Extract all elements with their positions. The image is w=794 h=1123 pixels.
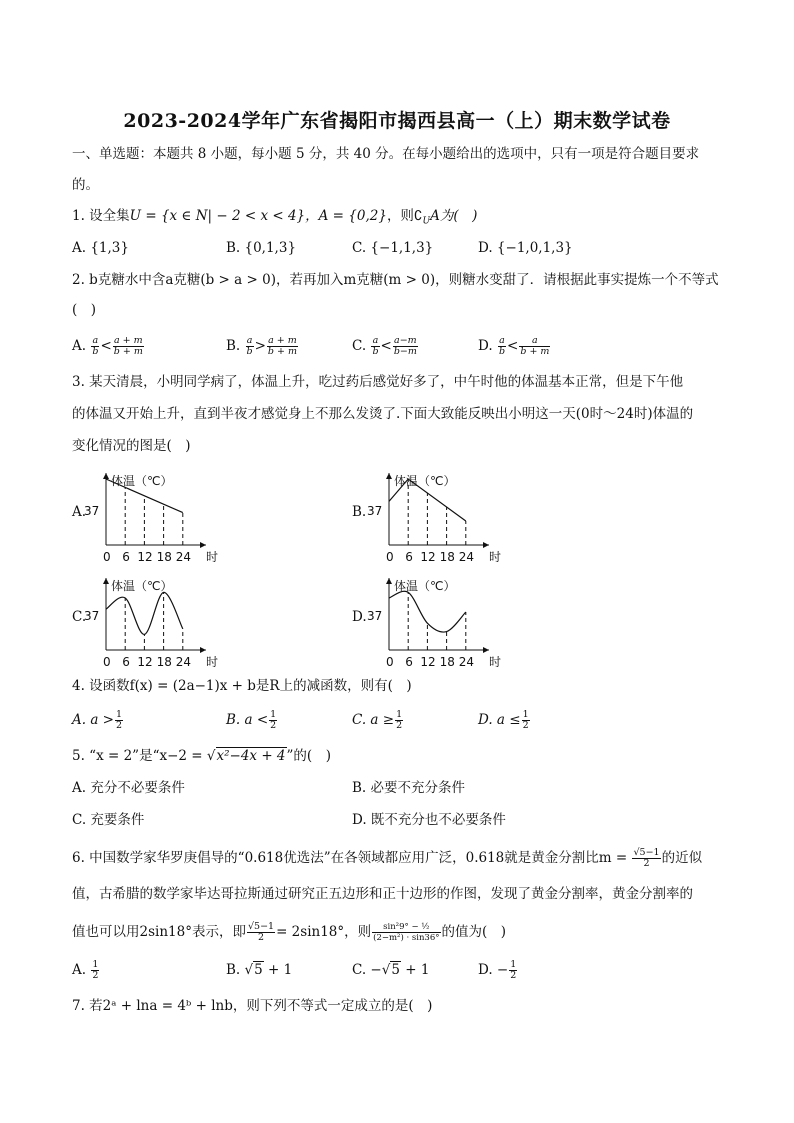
graph-a-y-label: 体温（℃） <box>111 474 173 488</box>
q6-d-frac: $\frac{1}{2}$ <box>510 959 517 981</box>
graph-d-tick-6: 6 <box>405 655 413 669</box>
page-title: 2023-2024学年广东省揭阳市揭西县高一（上）期末数学试卷 <box>123 110 671 132</box>
q4-a-prefix: A. a > <box>72 712 114 728</box>
graph-b-tick-6: 6 <box>405 550 413 564</box>
graph-b-y-label: 体温（℃） <box>394 474 456 488</box>
q5-stem-b: ”的( ) <box>286 748 331 764</box>
graph-d-y-label: 体温（℃） <box>394 579 456 593</box>
q6-b-rest: + 1 <box>268 962 293 978</box>
q4-c-prefix: C. a ≥ <box>352 712 395 728</box>
q2-d-frac1: $\frac{a}{b}$ <box>498 335 506 357</box>
graph-a-tick-12: 12 <box>137 550 153 564</box>
q4-option-c[interactable] <box>352 710 404 731</box>
section-heading: 一、单选题：本题共 8 小题，每小题 5 分，共 40 分。在每小题给出的选项中，只有一项是符合题目要求 <box>72 146 700 162</box>
graph-c-tick-0: 0 <box>103 655 111 669</box>
q6-option-d[interactable] <box>478 960 518 981</box>
q6-option-b[interactable]: B. √5 + 1 <box>226 962 293 978</box>
q2-d-frac2: $\frac{a}{b + m}$ <box>520 335 550 357</box>
section-heading-cont: 的。 <box>72 177 99 193</box>
q5-option-a[interactable]: A. 充分不必要条件 <box>72 780 185 796</box>
q1-option-b[interactable]: B. {0,1,3} <box>226 240 297 256</box>
question-2-stem: 2. b克糖水中含a克糖(b > a > 0)，若再加入m克糖(m > 0)，则糖水变甜了．请根据此事实提炼一个不等式 <box>72 272 719 288</box>
question-3-stem-cont2: 变化情况的图是( ) <box>72 438 191 454</box>
question-6-stem-cont2 <box>72 922 506 943</box>
graph-c-y-arrow <box>103 578 109 584</box>
q2-c-frac1: $\frac{a}{b}$ <box>372 335 379 357</box>
graph-c-tick-18: 18 <box>156 655 172 669</box>
q1-stem-b: U = {x ∈ N| − 2 < x < 4}，A = {0,2} <box>129 208 387 224</box>
q5-option-c[interactable]: C. 充要条件 <box>72 812 145 828</box>
q1-stem-e: A为( ) <box>430 208 478 224</box>
q2-b-prefix: B. <box>226 338 241 354</box>
q6-line1-frac: $\frac{√5-1}{2}$ <box>633 847 660 869</box>
question-6-stem-cont1: 值，古希腊的数学家毕达哥拉斯通过研究正五边形和正十边形的作图，发现了黄金分割率，黄金分割率的 <box>72 886 693 902</box>
graph-b-tick-18: 18 <box>439 550 455 564</box>
question-3-stem: 3. 某天清晨，小明同学病了，体温上升，吃过药后感觉好多了，中午时他的体温基本正常，但是下午他 <box>72 374 684 390</box>
graph-a-tick-24: 24 <box>175 550 192 564</box>
graph-c-x-arrow <box>200 647 206 653</box>
q6-line3-frac1: $\frac{√5-1}{2}$ <box>247 921 275 943</box>
graph-c-y-label: 体温（℃） <box>111 579 173 593</box>
q6-option-a[interactable] <box>72 960 100 981</box>
graph-d-x-unit: 时 <box>489 655 502 669</box>
q1-stem-c: ，则∁ <box>386 208 423 224</box>
graph-a-x-arrow <box>200 542 206 548</box>
q1-stem-a: 1. 设全集 <box>72 208 130 224</box>
graph-d-x-arrow <box>483 647 489 653</box>
q6-c-prefix: C. − <box>352 962 382 978</box>
q2-a-rel: < <box>100 338 112 354</box>
q4-b-prefix: B. a < <box>226 712 269 728</box>
graph-c-tick-6: 6 <box>122 655 130 669</box>
question-7-stem: 7. 若2ᵃ + lna = 4ᵇ + lnb，则下列不等式一定成立的是( ) <box>72 998 433 1014</box>
question-6-stem <box>72 848 702 869</box>
graph-a-tick-6: 6 <box>122 550 130 564</box>
q1-stem-d: U <box>422 216 431 227</box>
graph-b-y-37: 37 <box>367 504 383 518</box>
q2-b-frac1: $\frac{a}{b}$ <box>246 335 253 357</box>
q5-option-d[interactable]: D. 既不充分也不必要条件 <box>352 812 506 828</box>
q3-label-a[interactable]: A. <box>72 504 87 520</box>
graph-d-y-37: 37 <box>367 609 383 623</box>
graph-c-x-unit: 时 <box>206 655 219 669</box>
q2-a-frac2: $\frac{a + m}{b + m}$ <box>113 335 143 357</box>
graph-a-x-unit: 时 <box>206 550 219 564</box>
graph-c-tick-12: 12 <box>137 655 153 669</box>
graph-b-tick-24: 24 <box>458 550 475 564</box>
q2-c-frac2: $\frac{a-m}{b-m}$ <box>393 335 417 357</box>
q5-stem-a: 5. “x = 2”是“x−2 = <box>72 748 203 764</box>
q1-option-c[interactable]: C. {−1,1,3} <box>352 240 434 256</box>
graph-d-tick-0: 0 <box>386 655 394 669</box>
q3-label-d[interactable]: D. <box>352 609 367 625</box>
q2-a-prefix: A. <box>72 338 87 354</box>
question-2-stem-cont: ( ) <box>72 302 97 318</box>
q2-d-rel: < <box>507 338 519 354</box>
q4-c-frac: $\frac{1}{2}$ <box>396 709 403 731</box>
q4-d-prefix: D. a ≤ <box>478 712 521 728</box>
q3-label-c[interactable]: C. <box>72 609 87 625</box>
q6-line1-a: 6. 中国数学家华罗庚倡导的“0.618优选法”在各领域都应用广泛，0.618就是黄金分割比m = <box>72 850 628 866</box>
graph-c-curve <box>106 592 183 634</box>
q2-b-rel: > <box>254 338 266 354</box>
q4-a-frac: $\frac{1}{2}$ <box>115 709 123 731</box>
q6-b-sqrt: 5 <box>254 962 263 978</box>
q5-option-b[interactable]: B. 必要不充分条件 <box>352 780 466 796</box>
q6-c-rest: + 1 <box>405 962 430 978</box>
q4-option-d[interactable] <box>478 710 531 731</box>
q4-d-frac: $\frac{1}{2}$ <box>522 709 529 731</box>
q6-line3-c: 的值为( ) <box>441 924 507 940</box>
q6-line3-a: 值也可以用2sin18°表示，即 <box>72 924 246 940</box>
graph-c-tick-24: 24 <box>175 655 192 669</box>
graph-a-tick-0: 0 <box>103 550 111 564</box>
q6-line1-b: 的近似 <box>661 850 703 866</box>
graph-c-y-37: 37 <box>84 609 100 623</box>
graph-d-tick-18: 18 <box>439 655 455 669</box>
q4-option-b[interactable] <box>226 710 278 731</box>
graph-d-tick-24: 24 <box>458 655 475 669</box>
question-3-stem-cont1: 的体温又开始上升，直到半夜才感觉身上不那么发烫了.下面大致能反映出小明这一天(0时～24时)体温的 <box>72 406 694 422</box>
q6-line3-b: = 2sin18°，则 <box>276 924 372 940</box>
q2-a-frac1: $\frac{a}{b}$ <box>92 335 99 357</box>
q2-c-rel: < <box>380 338 392 354</box>
q6-b-prefix: B. <box>226 962 241 978</box>
q3-label-b[interactable]: B. <box>352 504 367 520</box>
graph-a-tick-18: 18 <box>156 550 172 564</box>
q1-option-a[interactable]: A. {1,3} <box>72 240 129 256</box>
q6-a-frac: $\frac{1}{2}$ <box>92 959 99 981</box>
q6-option-c[interactable]: C. −√5 + 1 <box>352 962 430 978</box>
question-4-stem: 4. 设函数f(x) = (2a−1)x + b是R上的减函数，则有( ) <box>72 678 412 694</box>
q4-option-a[interactable] <box>72 710 124 731</box>
graph-a-y-arrow <box>103 473 109 479</box>
q4-b-frac: $\frac{1}{2}$ <box>270 709 277 731</box>
graph-d-y-arrow <box>386 578 392 584</box>
graph-b-x-unit: 时 <box>489 550 502 564</box>
graph-b-tick-0: 0 <box>386 550 394 564</box>
q6-c-sqrt: 5 <box>391 962 400 978</box>
graph-d-tick-12: 12 <box>420 655 436 669</box>
graph-b-tick-12: 12 <box>420 550 436 564</box>
q6-a-prefix: A. <box>72 962 87 978</box>
q6-d-prefix: D. − <box>478 962 509 978</box>
q2-b-frac2: $\frac{a + m}{b + m}$ <box>267 335 298 357</box>
q5-stem-sqrt: x²−4x + 4 <box>216 748 286 764</box>
question-5-stem: 5. “x = 2”是“x−2 = √x²−4x + 4”的( ) <box>72 748 331 764</box>
graph-a-y-37: 37 <box>84 504 100 518</box>
q6-line3-frac2: $\frac{\text{sin²9° − ½}}{\text{(2−m²) · sin36°}}$ <box>373 922 440 943</box>
q2-d-prefix: D. <box>478 338 493 354</box>
graph-b-x-arrow <box>483 542 489 548</box>
q1-option-d[interactable]: D. {−1,0,1,3} <box>478 240 573 256</box>
graph-b-y-arrow <box>386 473 392 479</box>
q2-c-prefix: C. <box>352 338 367 354</box>
